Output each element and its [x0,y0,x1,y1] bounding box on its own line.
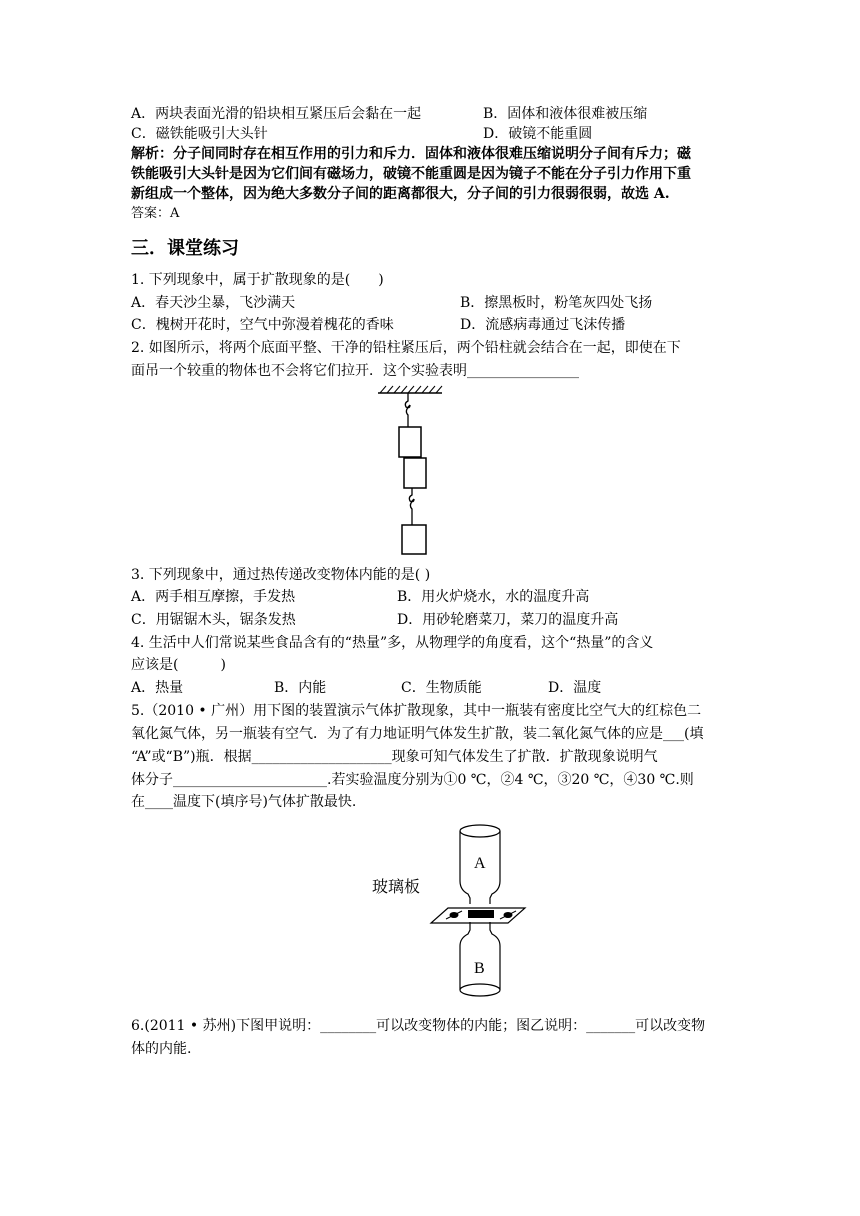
q4-option-b: B．内能 [274,680,327,696]
lead-cylinder-figure [370,385,450,560]
q2-stem-line-2: 面吊一个较重的物体也不会将它们拉开．这个实验表明________________ [131,363,579,379]
prev-analysis-line-1: 解析：分子间同时存在相互作用的引力和斥力．固体和液体很难压缩说明分子间有斥力；磁 [131,146,691,162]
q5-line-4: 体分子______________________.若实验温度分别为①0 ℃，②4 ℃，③20 ℃，④30 ℃.则 [131,772,694,788]
q1-option-a: A．春天沙尘暴，飞沙满天 [131,295,296,311]
prev-analysis-line-2: 铁能吸引大头针是因为它们间有磁场力，破镜不能重圆是因为镜子不能在分子引力作用下重 [131,166,691,182]
q4-option-d: D．温度 [548,680,602,696]
prev-option-b: B．固体和液体很难被压缩 [483,106,648,122]
prev-option-a: A．两块表面光滑的铅块相互紧压后会黏在一起 [131,106,422,122]
q6-line-2: 体的内能. [131,1041,192,1057]
q5-line-3: “A”或“B”)瓶．根据____________________现象可知气体发生了扩散．扩散现象说明气 [131,749,658,765]
q1-option-c: C．槐树开花时，空气中弥漫着槐花的香味 [131,317,394,333]
q3-option-a: A．两手相互摩擦，手发热 [131,589,296,605]
q2-stem-line-1: 2. 如图所示，将两个底面平整、干净的铅柱紧压后，两个铅柱就会结合在一起，即使在下 [131,340,681,356]
prev-option-d: D．破镜不能重圆 [483,126,593,142]
bottle-b [460,922,500,996]
q5-line-5: 在____温度下(填序号)气体扩散最快. [131,794,357,810]
prev-answer: 答案：A [131,206,180,221]
gas-diffusion-figure [360,818,540,1003]
q3-option-d: D．用砂轮磨菜刀，菜刀的温度升高 [397,612,619,628]
prev-option-c: C．磁铁能吸引大头针 [131,126,268,142]
q3-stem: 3. 下列现象中，通过热传递改变物体内能的是( ) [131,567,431,583]
q5-line-2: 氧化氮气体，另一瓶装有空气．为了有力地证明气体发生扩散，装二氧化氮气体的应是___(填 [131,726,704,742]
prev-analysis-line-3: 新组成一个整体，因为绝大多数分子间的距离都很大，分子间的引力很弱很弱，故选 A. [131,186,670,202]
bottle-a-label: A [474,855,486,872]
q4-stem-line-2: 应该是( ) [131,657,226,673]
q3-option-c: C．用锯锯木头，锯条发热 [131,612,296,628]
q1-option-d: D．流感病毒通过飞沫传播 [460,317,626,333]
q4-stem-line-1: 4. 生活中人们常说某些食品含有的“热量”多，从物理学的角度看，这个“热量”的含义 [131,635,654,651]
q1-option-b: B．擦黑板时，粉笔灰四处飞扬 [460,295,653,311]
q5-line-1: 5.（2010 • 广州）用下图的装置演示气体扩散现象，其中一瓶装有密度比空气大的红棕色二 [131,703,702,719]
q3-option-b: B．用火炉烧水，水的温度升高 [397,589,590,605]
q1-stem: 1. 下列现象中，属于扩散现象的是( ) [131,272,384,288]
glass-plate-label: 玻璃板 [372,877,421,896]
q4-option-c: C．生物质能 [401,680,482,696]
bottle-b-label: B [474,960,485,977]
q6-line-1: 6.(2011 • 苏州)下图甲说明：________可以改变物体的内能；图乙说明：_______可以改变物 [131,1018,706,1034]
q4-option-a: A．热量 [131,680,184,696]
section-title: 三．课堂练习 [131,238,239,259]
bottle-a [460,825,500,904]
